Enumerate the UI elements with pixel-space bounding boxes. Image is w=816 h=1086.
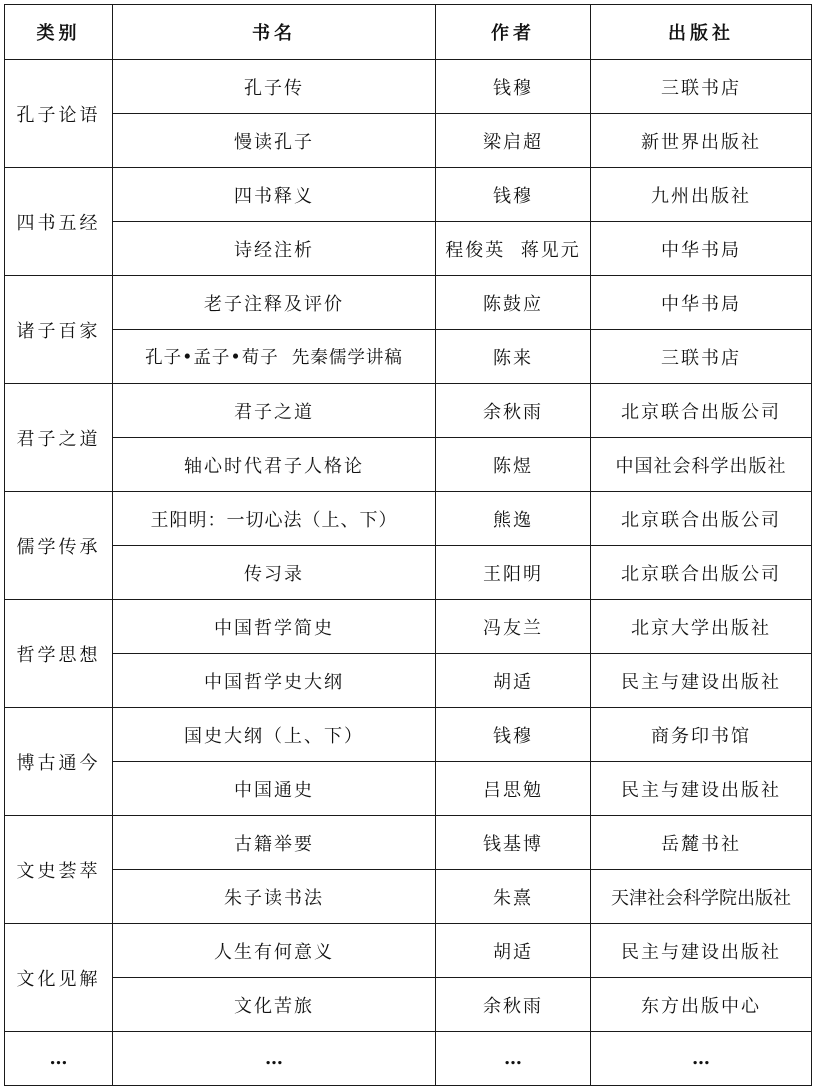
table-row — [5, 708, 812, 762]
header-category: 类别 — [5, 5, 113, 60]
category-cell: 哲学思想 — [5, 600, 113, 708]
book-publisher: 东方出版中心 — [591, 978, 812, 1032]
category-cell: 孔子论语 — [5, 60, 113, 168]
book-publisher: 民主与建设出版社 — [591, 762, 812, 816]
book-publisher: 岳麓书社 — [591, 816, 812, 870]
ellipsis-author: … — [436, 1032, 591, 1086]
category-cell: 文化见解 — [5, 924, 113, 1032]
header-row — [5, 5, 812, 60]
book-publisher: 新世界出版社 — [591, 114, 812, 168]
book-author: 胡适 — [436, 924, 591, 978]
book-author: 胡适 — [436, 654, 591, 708]
table-row — [5, 114, 812, 168]
table-row — [5, 546, 812, 600]
category-cell: 诸子百家 — [5, 276, 113, 384]
book-title: 孔子•孟子•荀子 先秦儒学讲稿 — [113, 330, 436, 384]
book-title: 中国哲学史大纲 — [113, 654, 436, 708]
table-row — [5, 438, 812, 492]
book-title: 传习录 — [113, 546, 436, 600]
book-author: 钱穆 — [436, 168, 591, 222]
book-author: 钱穆 — [436, 708, 591, 762]
table-row — [5, 222, 812, 276]
header-publisher: 出版社 — [591, 5, 812, 60]
book-title: 中国哲学简史 — [113, 600, 436, 654]
book-publisher: 中华书局 — [591, 276, 812, 330]
category-cell: 文史荟萃 — [5, 816, 113, 924]
book-title: 慢读孔子 — [113, 114, 436, 168]
book-publisher: 九州出版社 — [591, 168, 812, 222]
book-author: 冯友兰 — [436, 600, 591, 654]
category-cell: 博古通今 — [5, 708, 113, 816]
book-author: 朱熹 — [436, 870, 591, 924]
book-title: 古籍举要 — [113, 816, 436, 870]
book-publisher: 三联书店 — [591, 330, 812, 384]
table-row — [5, 330, 812, 384]
ellipsis-row — [5, 1032, 812, 1086]
table-row — [5, 60, 812, 114]
book-title: 人生有何意义 — [113, 924, 436, 978]
table-row — [5, 654, 812, 708]
book-author: 钱基博 — [436, 816, 591, 870]
book-publisher: 中华书局 — [591, 222, 812, 276]
book-author: 陈煜 — [436, 438, 591, 492]
book-author: 陈来 — [436, 330, 591, 384]
book-title: 中国通史 — [113, 762, 436, 816]
book-title: 朱子读书法 — [113, 870, 436, 924]
book-publisher: 天津社会科学院出版社 — [591, 870, 812, 924]
category-cell: 儒学传承 — [5, 492, 113, 600]
table-row — [5, 870, 812, 924]
book-title: 诗经注析 — [113, 222, 436, 276]
book-author: 王阳明 — [436, 546, 591, 600]
book-title: 王阳明：一切心法（上、下） — [113, 492, 436, 546]
ellipsis-title: … — [113, 1032, 436, 1086]
table-row — [5, 492, 812, 546]
category-cell: 君子之道 — [5, 384, 113, 492]
header-title: 书名 — [113, 5, 436, 60]
book-author: 熊逸 — [436, 492, 591, 546]
category-cell: 四书五经 — [5, 168, 113, 276]
book-publisher: 北京联合出版公司 — [591, 546, 812, 600]
book-publisher: 民主与建设出版社 — [591, 654, 812, 708]
book-title: 文化苦旅 — [113, 978, 436, 1032]
ellipsis-category: … — [5, 1032, 113, 1086]
book-author: 余秋雨 — [436, 978, 591, 1032]
header-author: 作者 — [436, 5, 591, 60]
book-author: 程俊英 蒋见元 — [436, 222, 591, 276]
book-title: 国史大纲（上、下） — [113, 708, 436, 762]
book-publisher: 北京联合出版公司 — [591, 492, 812, 546]
book-publisher: 三联书店 — [591, 60, 812, 114]
table-row — [5, 600, 812, 654]
table-row — [5, 816, 812, 870]
book-title: 老子注释及评价 — [113, 276, 436, 330]
table-row — [5, 978, 812, 1032]
book-author: 梁启超 — [436, 114, 591, 168]
book-publisher: 北京联合出版公司 — [591, 384, 812, 438]
book-author: 钱穆 — [436, 60, 591, 114]
ellipsis-publisher: … — [591, 1032, 812, 1086]
table-row — [5, 924, 812, 978]
reading-list-table — [4, 4, 812, 1086]
book-author: 余秋雨 — [436, 384, 591, 438]
book-title: 孔子传 — [113, 60, 436, 114]
book-publisher: 商务印书馆 — [591, 708, 812, 762]
book-title: 四书释义 — [113, 168, 436, 222]
book-publisher: 中国社会科学出版社 — [591, 438, 812, 492]
table-row — [5, 384, 812, 438]
book-author: 吕思勉 — [436, 762, 591, 816]
table-row — [5, 276, 812, 330]
table-row — [5, 168, 812, 222]
book-publisher: 北京大学出版社 — [591, 600, 812, 654]
table-row — [5, 762, 812, 816]
book-title: 轴心时代君子人格论 — [113, 438, 436, 492]
book-title: 君子之道 — [113, 384, 436, 438]
book-author: 陈鼓应 — [436, 276, 591, 330]
book-publisher: 民主与建设出版社 — [591, 924, 812, 978]
